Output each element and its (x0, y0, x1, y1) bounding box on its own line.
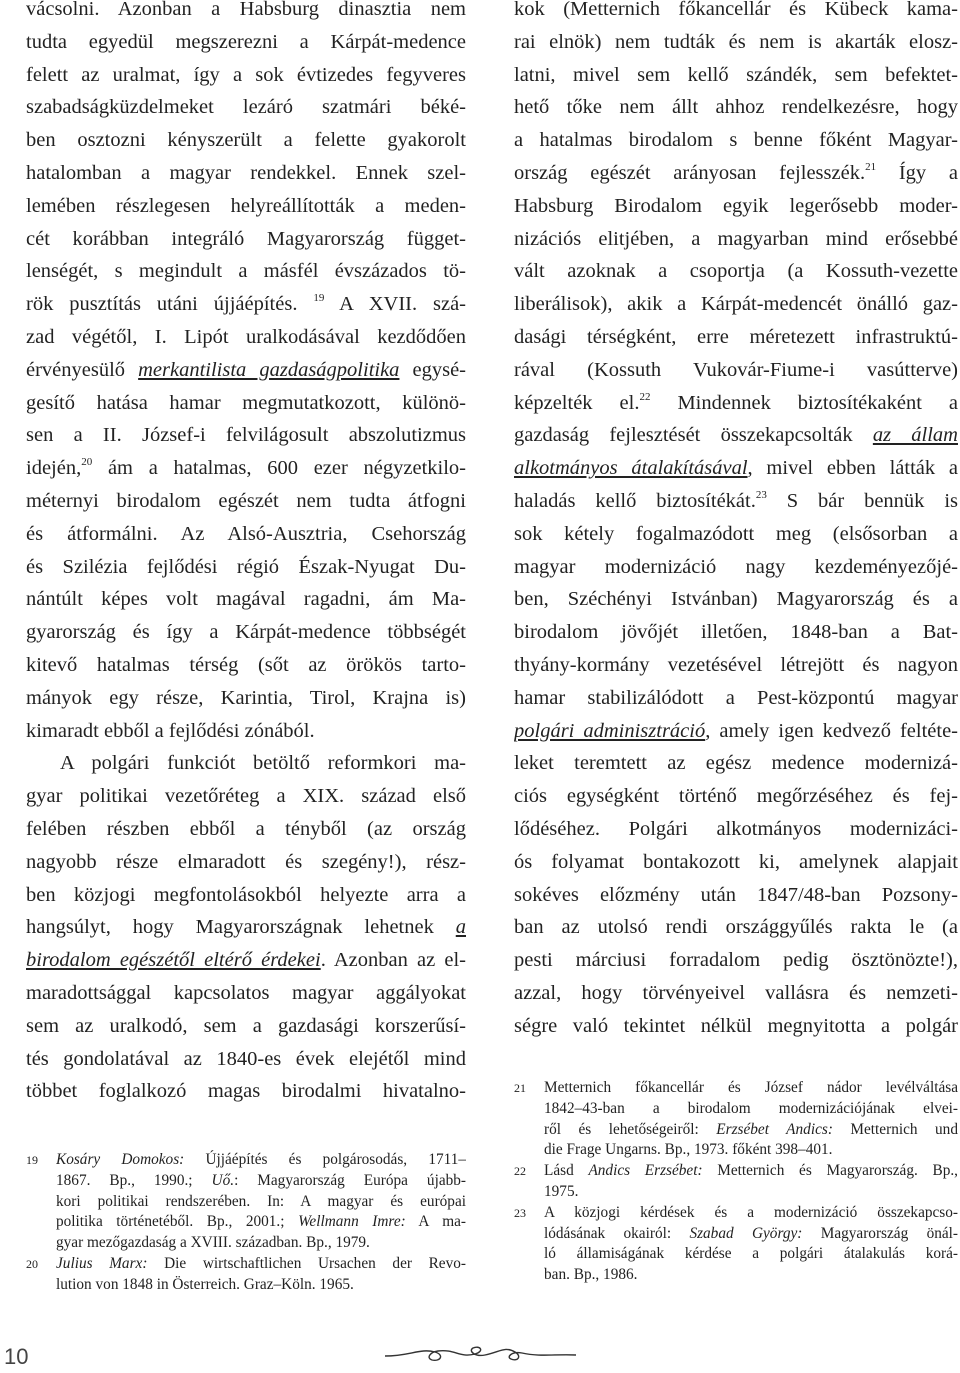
footnote-ref: 21 (865, 160, 877, 173)
text-run: többet foglalkozó magas birodalmi hivatalno- (26, 1080, 466, 1103)
text-line (514, 288, 958, 321)
text-run: kori politikai rendszerében. In: A magyar és európai (56, 1192, 466, 1210)
text-run: lődéséhez. Polgári alkotmányos modernizáci- (514, 817, 958, 840)
text-run: felében részben ebből a tényből (az ország (26, 817, 466, 840)
footnote-number: 21 (514, 1081, 526, 1095)
text-line (26, 813, 466, 846)
text-run: Magyarország önál- (802, 1224, 958, 1242)
text-run: latni, mivel sem kellő szándék, sem befektet- (514, 63, 958, 86)
text-run: lution von 1848 in Österreich. Graz–Köln. 1965. (56, 1275, 354, 1293)
text-run: A közjogi kérdések és a modernizáció összekapcso- (544, 1203, 958, 1221)
footnote-line (544, 1078, 958, 1099)
text-line (514, 944, 958, 977)
text-line (514, 157, 958, 190)
text-run: lemében részlegesen helyreállították a meden- (26, 194, 466, 217)
text-line (514, 813, 958, 846)
text-run: felett az uralmat, így a sok évtizedes fegyveres (26, 63, 466, 86)
footnote-number: 20 (26, 1256, 38, 1271)
text-line (26, 649, 466, 682)
text-run: ország egészét arányosan fejlesszék. (514, 161, 866, 184)
text-run: Így a (876, 161, 958, 184)
text-line (514, 747, 958, 780)
text-line (514, 1010, 958, 1043)
text-line (26, 190, 466, 223)
text-run: ám a hatalmas, 600 ezer négyzetkilo- (92, 457, 466, 480)
text-line (514, 452, 958, 485)
text-run: thyány-kormány vezetésével létrejött és nagyon (514, 653, 958, 676)
text-run: zad végétől, I. Lipót uralkodásával kezdődően (26, 325, 466, 348)
text-line (514, 649, 958, 682)
footnote-line (56, 1275, 466, 1296)
text-run: liberálisok), akik a Kárpát-medencét önálló gaz- (514, 293, 958, 316)
text-run: és Szilézia fejlődési régió Észak-Nyugat Du- (26, 555, 466, 578)
inline-emphasis-link: merkantilista gazdaságpolitika (138, 358, 400, 381)
text-line (26, 0, 466, 26)
text-run: rai elnök) nem tudták és nem is akarták elosz- (514, 30, 958, 53)
text-line (514, 551, 958, 584)
text-run: mányok egy része, Karintia, Tirol, Krajna is) (26, 686, 466, 709)
text-line (514, 583, 958, 616)
text-line (26, 977, 466, 1010)
footnote-line (544, 1203, 958, 1224)
text-run: lódásának okairól: (544, 1224, 690, 1242)
text-run: kok (Metternich főkancellár és Kübeck kama- (514, 0, 958, 20)
text-run: ről és lehetőségeiről: (544, 1120, 717, 1138)
text-run: gesítő hatása hamar megmutatkozott, különö- (26, 391, 466, 414)
text-run: rával (Kossuth Vukovár-Fiume-i vasútterve) (514, 358, 958, 381)
text-line (514, 0, 958, 26)
text-line (26, 223, 466, 256)
footnote-number: 22 (514, 1164, 526, 1179)
text-run: birodalom jövőjét illetően, 1848-ban a Bat- (514, 621, 958, 644)
text-run: gyar mezőgazdaság a XVIII. században. Bp., 1979. (56, 1234, 370, 1252)
text-line (514, 321, 958, 354)
text-line (514, 682, 958, 715)
text-run: ló államiságának kérdése a polgári átalakulás korá- (544, 1245, 958, 1263)
text-run: ban az utolsó rendi országgyűlés rakta le (a (514, 916, 958, 939)
text-run: nántúlt képes volt magával ragadni, ám Ma- (26, 588, 466, 611)
text-line (514, 354, 958, 387)
text-line (26, 911, 466, 944)
text-run: sen a II. József-i felvilágosult abszolutizmus (26, 424, 466, 447)
text-run: 1975. (544, 1182, 579, 1200)
text-line (514, 780, 958, 813)
text-run: , mivel ebben látták a (747, 457, 958, 480)
text-line (26, 518, 466, 551)
footnote-line (544, 1182, 958, 1203)
text-run: rök pusztítás utáni újjáépítés. (26, 293, 298, 316)
footnotes-right (514, 1078, 958, 1286)
text-run: Habsburg Birodalom egyik legerősebb moder- (514, 194, 958, 217)
text-line (26, 1043, 466, 1076)
text-run: cét korábban integráló Magyarország függet- (26, 227, 466, 250)
text-line (26, 354, 466, 387)
text-run (853, 424, 873, 446)
left-column (26, 0, 466, 1108)
text-run: tudta egyedül megszerezni a Kárpát-medence (26, 30, 466, 53)
text-run (297, 293, 313, 315)
text-line (26, 715, 466, 748)
text-run: die Frage Ungarns. Bp., 1973. főként 398–401. (544, 1141, 833, 1159)
text-run: sem az uralkodó, sem a gazdasági korszerűsí- (26, 1014, 466, 1037)
text-run: Mindennek biztosítékaként a (650, 391, 958, 414)
text-run: politika történetéből. Bp., 2001.; (56, 1213, 299, 1231)
author-name: Wellmann Imre: (298, 1213, 406, 1231)
text-run: szabadságküzdelmeket lezáró szatmári béké- (26, 96, 466, 119)
footnotes-left (26, 1150, 466, 1296)
text-run: vált azoknak a csoportja (a Kossuth-vezette (514, 260, 958, 283)
text-line (514, 26, 958, 59)
footnote-line (544, 1099, 958, 1120)
text-run: A XVII. szá- (324, 293, 466, 316)
text-run: pesti márciusi forradalom pedig ösztönözte!), (514, 949, 958, 972)
footnote-line (56, 1212, 466, 1233)
text-line (26, 157, 466, 190)
text-line (514, 255, 958, 288)
text-line (26, 255, 466, 288)
author-name: Kosáry Domokos: (56, 1151, 185, 1168)
text-line (514, 846, 958, 879)
text-run: : Magyarország Európa újabb- (234, 1171, 466, 1189)
footnote-ref: 22 (639, 390, 651, 403)
text-line (26, 1010, 466, 1043)
footnote-line (544, 1140, 958, 1161)
inline-emphasis-link: a (455, 916, 466, 939)
footnote-ref: 23 (755, 488, 767, 501)
text-run: 1867. Bp., 1990.; (56, 1171, 212, 1189)
footnote-line (56, 1150, 466, 1171)
text-run: ben, Széchényi Istvánban) Magyarország és a (514, 588, 958, 611)
text-line (26, 551, 466, 584)
text-run: ben közjogi megfontolásokból helyezte arra a (26, 883, 466, 906)
text-run: Újjáépítés és polgárosodás, 1711– (184, 1151, 466, 1168)
author-name: Erzsébet Andics: (716, 1120, 833, 1138)
text-line (514, 616, 958, 649)
text-run: idején, (26, 457, 82, 480)
text-line (26, 780, 466, 813)
text-line (26, 682, 466, 715)
text-run: ben osztozni kényszerült a felette gyakorolt (26, 129, 466, 152)
footnote (514, 1161, 958, 1203)
text-run: hamar stabilizálódott a Pest-központú magyar (514, 686, 958, 709)
text-run: gyarország és így a Kárpát-medence többségét (26, 621, 466, 644)
footnote (514, 1078, 958, 1161)
text-run (125, 359, 138, 381)
text-line (26, 124, 466, 157)
text-run: polgári adminisztráció (514, 719, 706, 742)
text-run: Metternich und (832, 1120, 958, 1138)
text-run: sokéves előzmény után 1847/48-ban Pozsony- (514, 883, 958, 906)
text-run: sok kétely fogalmazódott meg (elsősorban a (514, 522, 958, 545)
text-run: hatalomban a magyar rendekkel. Ennek szel- (26, 161, 466, 184)
text-run: alkotmányos átalakításával (514, 457, 748, 480)
text-line (26, 387, 466, 420)
footnote-ref: 19 (313, 292, 325, 305)
text-run: érvényesülő (26, 358, 126, 381)
text-line (26, 419, 466, 452)
text-run: magyar modernizáció nagy kezdeményezőjé- (514, 555, 958, 578)
text-line (26, 846, 466, 879)
text-run: tés gondolatával az 1840-es évek elejétől mind (26, 1047, 466, 1070)
text-run: leket teremtett az egész medence modernizá- (514, 752, 958, 775)
text-run: kimaradt ebből a fejlődési zónából. (26, 719, 315, 742)
text-line (514, 977, 958, 1010)
text-line (26, 26, 466, 59)
footnote (514, 1203, 958, 1286)
text-run: a hatalmas birodalom s benne főként Magyar- (514, 129, 958, 152)
footnote-line (56, 1233, 466, 1254)
text-run: dasági térségként, erre méretezett infrastruktú- (514, 325, 958, 348)
ornament-divider-icon (380, 1340, 580, 1368)
text-run: képzelték el. (514, 391, 640, 414)
text-run: Metternich és Magyarország. Bp., (702, 1162, 958, 1180)
footnote-line (544, 1161, 958, 1182)
text-line (26, 91, 466, 124)
footnote-line (544, 1265, 958, 1286)
text-run: lenségét, s megindult a másfél évszázados tö- (26, 260, 466, 283)
text-run: hangsúlyt, hogy Magyarországnak lehetnek (26, 916, 434, 939)
text-run: ciós egységként történő megőrzéséhez és fej- (514, 785, 958, 808)
text-run: , amely igen kedvező feltéte- (705, 719, 958, 742)
page-number: 10 (4, 1344, 29, 1369)
text-run: méternyi birodalom egészét nem tudta átfogni (26, 489, 466, 512)
text-run: azzal, hogy törvényeivel vallásra és nemzeti- (514, 981, 958, 1004)
text-line (514, 911, 958, 944)
text-run: Lásd (544, 1162, 589, 1180)
text-run: gazdaság fejlesztését összekapcsolták (514, 424, 853, 447)
text-line (26, 288, 466, 321)
text-run: és átformálni. Az Alsó-Ausztria, Csehország (26, 522, 466, 545)
text-line (514, 190, 958, 223)
text-run: nizációs elitjében, a magyarban mind erősebbé (514, 227, 958, 250)
text-run: nagyobb része elmaradott és szegény!), rész- (26, 850, 466, 873)
text-line (514, 387, 958, 420)
footnote-number: 23 (514, 1205, 526, 1220)
text-run: 1842–43-ban a birodalom modernizációjának elvei- (544, 1099, 958, 1117)
text-run: ban. Bp., 1986. (544, 1266, 638, 1284)
author-name: Andics Erzsébet: (588, 1162, 703, 1180)
text-line (26, 583, 466, 616)
author-name: Julius Marx: (56, 1254, 148, 1272)
text-run: ós folyamat bontakozott ki, amelynek alapjait (514, 850, 958, 873)
text-run: maradottsággal kapcsolatos magyar aggályokat (26, 981, 466, 1004)
text-line (514, 91, 958, 124)
text-run: Metternich főkancellár és József nádor levélváltása (544, 1079, 958, 1096)
text-line (514, 518, 958, 551)
text-run (434, 916, 456, 938)
text-run: kitevő hatalmas térség (sőt az örökös tarto- (26, 653, 466, 676)
text-line (26, 1075, 466, 1108)
text-line (514, 223, 958, 256)
footnote-line (56, 1192, 466, 1213)
text-line (514, 419, 958, 452)
author-name: Uő. (211, 1171, 235, 1189)
footnote-number: 19 (26, 1153, 38, 1167)
footnote (26, 1254, 466, 1296)
text-run: gyar politikai vezetőréteg a XIX. század első (26, 785, 466, 808)
text-line (26, 879, 466, 912)
right-column (514, 0, 958, 1043)
text-line (26, 321, 466, 354)
text-line (514, 124, 958, 157)
text-run: S bár bennük is (766, 489, 958, 512)
text-run: Die wirtschaftlichen Ursachen der Revo- (147, 1254, 466, 1272)
text-run: egysé- (399, 358, 466, 381)
text-run: hető tőke nem állt ahhoz rendelkezésre, hogy (514, 96, 958, 119)
inline-emphasis-link: az állam (872, 424, 958, 447)
text-line (514, 59, 958, 92)
footnote-line (544, 1244, 958, 1265)
text-run: A polgári funkciót betöltő reformkori ma- (60, 752, 466, 775)
text-line (26, 747, 466, 780)
footnote-line (544, 1120, 958, 1141)
text-line (26, 944, 466, 977)
footnote (26, 1150, 466, 1254)
text-run: haladás kellő biztosítékát. (514, 489, 756, 512)
footnote-line (56, 1254, 466, 1275)
footnote-line (56, 1171, 466, 1192)
text-line (514, 485, 958, 518)
footnote-ref: 20 (81, 456, 93, 469)
footnote-line (544, 1224, 958, 1245)
text-run: ségre való tekintet nélkül megnyitotta a polgár (514, 1014, 958, 1037)
text-run: A ma- (405, 1213, 466, 1231)
author-name: Szabad György: (689, 1224, 803, 1242)
text-line (514, 879, 958, 912)
text-line (514, 715, 958, 748)
text-line (26, 59, 466, 92)
text-line (26, 485, 466, 518)
text-run: birodalom egészétől eltérő érdekei (26, 949, 321, 972)
text-line (26, 616, 466, 649)
text-run: vácsolni. Azonban a Habsburg dinasztia nem (26, 0, 466, 20)
text-line (26, 452, 466, 485)
text-run: . Azonban az el- (320, 949, 466, 972)
